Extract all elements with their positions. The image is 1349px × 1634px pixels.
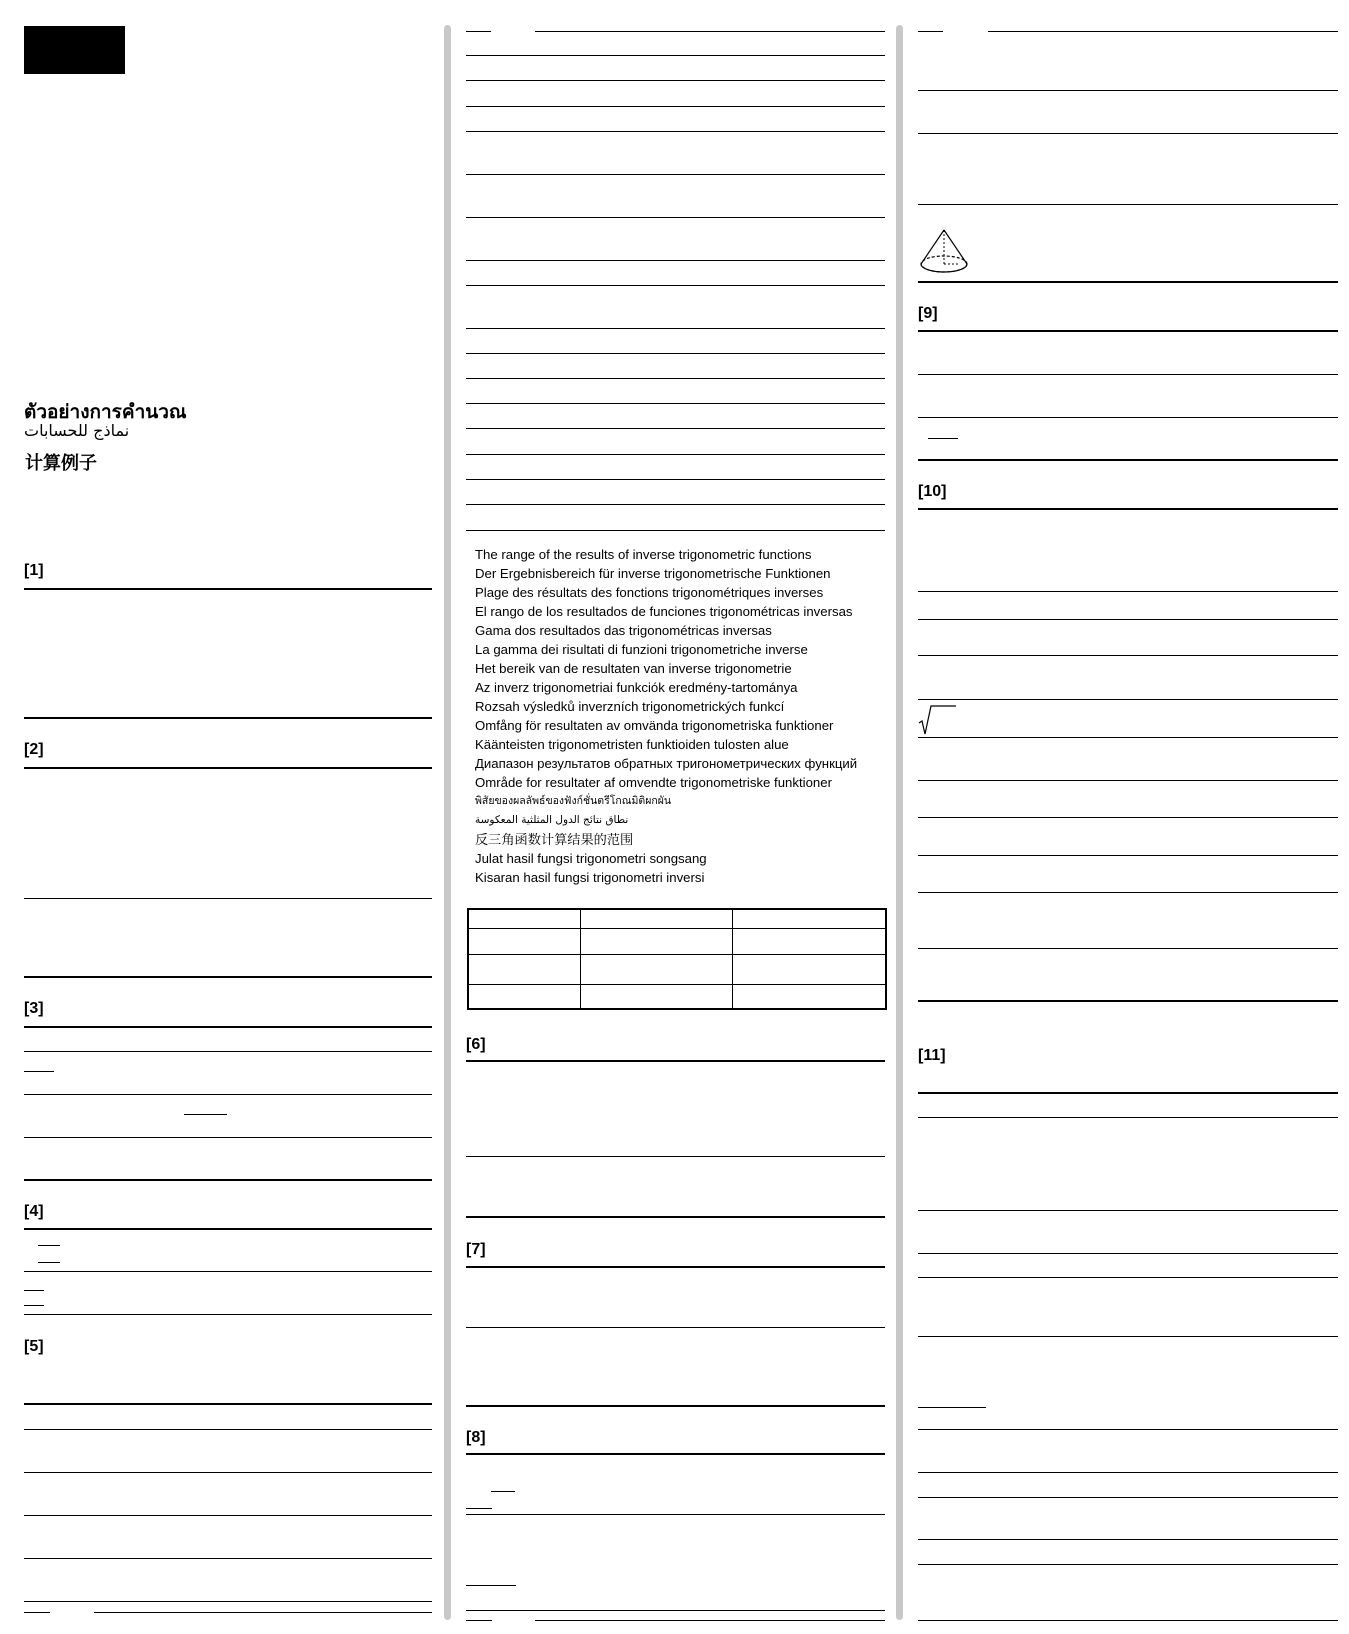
rule: [94, 1612, 432, 1613]
short-rule: [38, 1245, 60, 1246]
rule: [918, 90, 1338, 91]
rule: [466, 1453, 885, 1455]
rule: [24, 1515, 432, 1516]
rule: [24, 1472, 432, 1473]
short-rule: [491, 1491, 515, 1492]
rule: [466, 285, 885, 286]
short-rule: [918, 1407, 986, 1408]
section-label-5: [5]: [24, 1338, 44, 1355]
rule: [535, 31, 885, 32]
rule: [918, 374, 1338, 375]
section-label-8: [8]: [466, 1429, 486, 1446]
short-rule: [928, 438, 958, 439]
inverse-trig-range-titles: [475, 545, 895, 887]
short-rule: [24, 1071, 54, 1072]
rule: [918, 133, 1338, 134]
section-label-1: [1]: [24, 562, 44, 579]
range-title-nl: Het bereik van de resultaten van inverse trigonometrie: [475, 661, 792, 676]
rule: [24, 1403, 432, 1405]
rule: [918, 1117, 1338, 1118]
rule: [466, 260, 885, 261]
section-label-7: [7]: [466, 1241, 486, 1258]
section-label-4: [4]: [24, 1203, 44, 1220]
rule: [24, 588, 432, 590]
rule: [466, 217, 885, 218]
rule: [466, 454, 885, 455]
rule: [24, 1051, 432, 1052]
rule: [466, 1216, 885, 1218]
rule: [466, 55, 885, 56]
short-rule: [24, 1612, 50, 1613]
rule: [24, 1271, 432, 1272]
rule: [466, 174, 885, 175]
range-title-cs: Rozsah výsledků inverzních trigonometrických funkcí: [475, 699, 785, 714]
range-title-de: Der Ergebnisbereich für inverse trigonometrische Funktionen: [475, 566, 831, 581]
rule: [918, 459, 1338, 461]
rule: [466, 328, 885, 329]
column-divider-right: [896, 25, 903, 1620]
section-label-11: [11]: [918, 1047, 946, 1064]
short-rule: [24, 1305, 44, 1306]
rule: [466, 504, 885, 505]
range-title-zh: 反三角函数计算结果的范围: [475, 832, 634, 847]
short-rule: [24, 1290, 44, 1291]
rule: [466, 106, 885, 107]
range-title-hu: Az inverz trigonometriai funkciók eredmény-tartománya: [475, 680, 798, 695]
rule: [466, 1610, 885, 1611]
rule: [466, 403, 885, 404]
short-rule: [38, 1262, 60, 1263]
rule: [466, 1514, 885, 1515]
section-label-2: [2]: [24, 741, 44, 758]
range-title-ms: Julat hasil fungsi trigonometri songsang: [475, 851, 707, 866]
rule: [466, 1405, 885, 1407]
range-title-es: El rango de los resultados de funciones trigonométricas inversas: [475, 604, 853, 619]
rule: [24, 1026, 432, 1028]
square-root-icon: [918, 703, 958, 737]
rule: [466, 1327, 885, 1328]
rule: [466, 479, 885, 480]
rule: [918, 1472, 1338, 1473]
range-title-fr: Plage des résultats des fonctions trigonométriques inverses: [475, 585, 824, 600]
range-title-ru: Диапазон результатов обратных тригонометрических функций: [475, 756, 858, 771]
rule: [24, 976, 432, 978]
title-chinese: 计算例子: [25, 453, 97, 474]
rule: [24, 1094, 432, 1095]
rule: [918, 1253, 1338, 1254]
range-table: [467, 908, 887, 1010]
range-title-th: พิสัยของผลลัพธ์ของฟังก์ชั่นตรีโกณมิติผกผัน: [475, 795, 672, 807]
rule: [918, 1497, 1338, 1498]
rule: [24, 1179, 432, 1181]
rule: [918, 281, 1338, 283]
table-row: [468, 954, 886, 984]
rule: [918, 1564, 1338, 1565]
rule: [918, 817, 1338, 818]
rule: [466, 1060, 885, 1062]
short-rule: [918, 31, 943, 32]
rule: [466, 428, 885, 429]
rule: [24, 1137, 432, 1138]
rule: [918, 737, 1338, 738]
short-rule: [466, 31, 491, 32]
table-row: [468, 909, 886, 928]
rule: [918, 655, 1338, 656]
rule: [918, 780, 1338, 781]
rule: [24, 1601, 432, 1602]
short-rule: [466, 1620, 492, 1621]
rule: [918, 330, 1338, 332]
table-row: [468, 984, 886, 1009]
range-title-sv: Omfång för resultaten av omvända trigonometriska funktioner: [475, 718, 834, 733]
rule: [918, 619, 1338, 620]
section-label-3: [3]: [24, 1000, 44, 1017]
rule: [24, 1429, 432, 1430]
rule: [918, 1210, 1338, 1211]
section-label-6: [6]: [466, 1036, 486, 1053]
rule: [24, 767, 432, 769]
rule: [918, 591, 1338, 592]
rule: [24, 1314, 432, 1315]
rule: [918, 1277, 1338, 1278]
rule: [466, 1156, 885, 1157]
section-label-9: [9]: [918, 305, 938, 322]
rule: [918, 855, 1338, 856]
rule: [466, 378, 885, 379]
rule: [24, 1228, 432, 1230]
rule: [918, 417, 1338, 418]
column-divider-left: [444, 25, 451, 1620]
rule: [466, 530, 885, 531]
short-rule: [466, 1508, 492, 1509]
range-title-fi: Käänteisten trigonometristen funktioiden tulosten alue: [475, 737, 789, 752]
rule: [918, 1092, 1338, 1094]
rule: [918, 892, 1338, 893]
rule: [918, 1000, 1338, 1002]
range-title-pt: Gama dos resultados das trigonométricas inversas: [475, 623, 772, 638]
range-title-it: La gamma dei risultati di funzioni trigonometriche inverse: [475, 642, 808, 657]
rule: [918, 508, 1338, 510]
range-title-ar: نطاق نتائج الدول المثلثية المعكوسة: [475, 814, 629, 826]
range-title-da: Område for resultater af omvendte trigonometriske funktioner: [475, 775, 832, 790]
header-black-box: [24, 26, 125, 74]
rule: [918, 1620, 1338, 1621]
rule: [918, 699, 1338, 700]
title-arabic: نماذج للحسابات: [24, 421, 130, 440]
rule: [918, 1336, 1338, 1337]
table-row: [468, 928, 886, 954]
rule: [24, 1558, 432, 1559]
rule: [918, 948, 1338, 949]
title-thai: ตัวอย่างการคำนวณ: [24, 401, 187, 423]
range-title-id: Kisaran hasil fungsi trigonometri inversi: [475, 870, 705, 885]
rule: [535, 1620, 885, 1621]
rule: [918, 1539, 1338, 1540]
short-rule: [466, 1585, 516, 1586]
rule: [988, 31, 1338, 32]
rule: [466, 131, 885, 132]
rule: [466, 80, 885, 81]
short-rule: [184, 1114, 227, 1115]
rule: [466, 1266, 885, 1268]
cone-diagram-icon: [918, 228, 970, 276]
section-label-10: [10]: [918, 483, 947, 500]
rule: [918, 1429, 1338, 1430]
rule: [918, 204, 1338, 205]
rule: [24, 898, 432, 899]
rule: [24, 717, 432, 719]
range-title-en: The range of the results of inverse trigonometric functions: [475, 547, 812, 562]
rule: [466, 353, 885, 354]
